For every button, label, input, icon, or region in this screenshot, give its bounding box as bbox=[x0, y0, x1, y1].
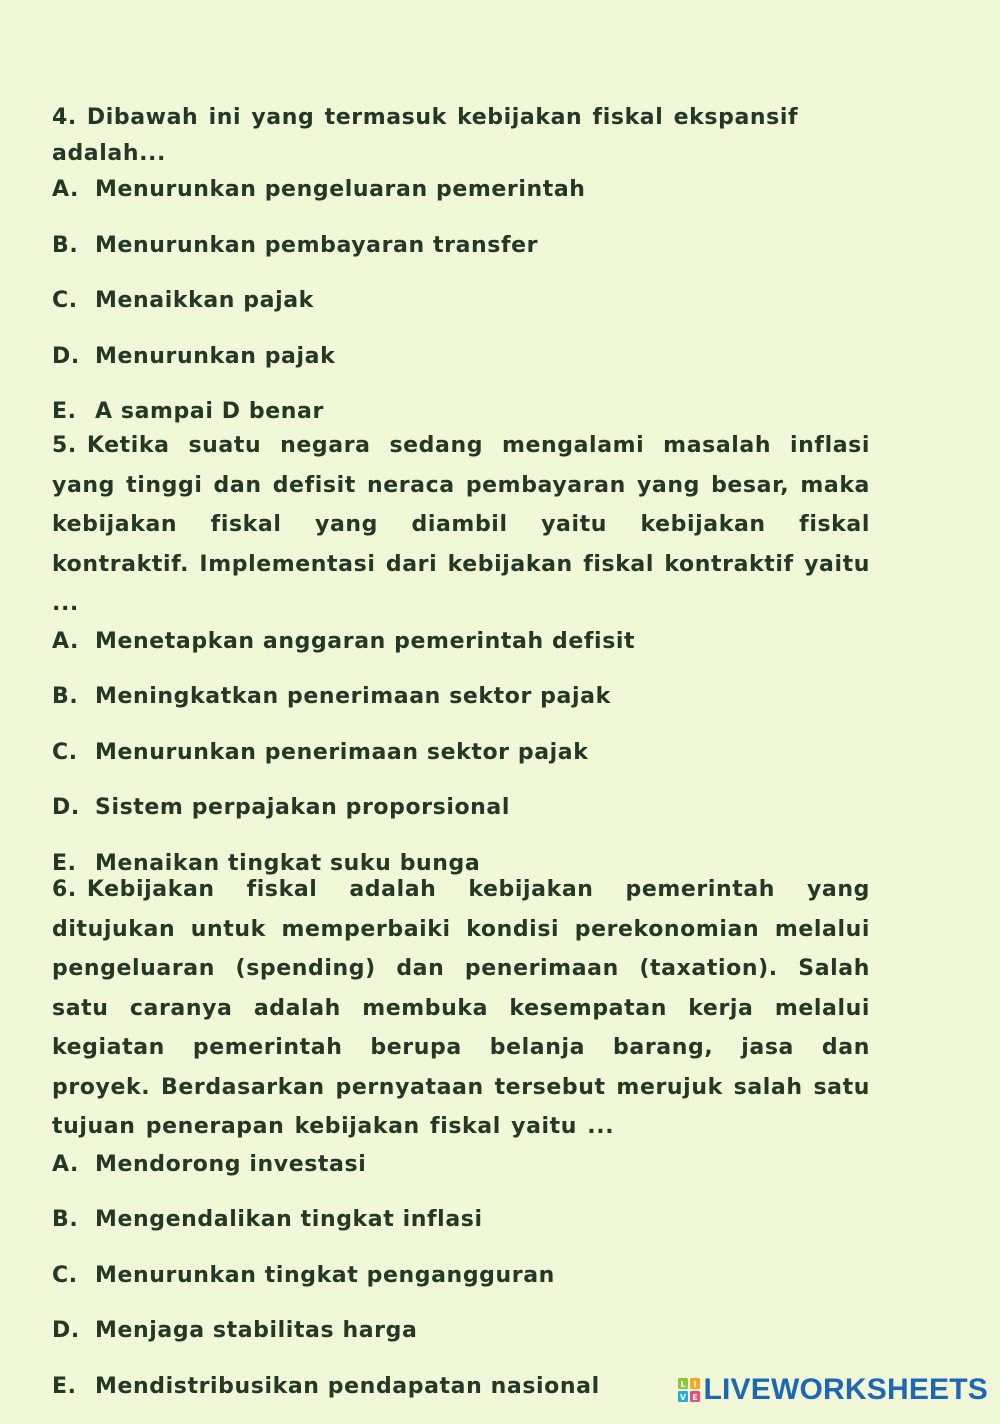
option-text: Mendistribusikan pendapatan nasional bbox=[95, 1369, 870, 1405]
option-letter: E. bbox=[52, 394, 95, 430]
answer-option-c[interactable] bbox=[52, 1258, 870, 1314]
answer-option-a[interactable] bbox=[52, 624, 870, 680]
question-stem bbox=[52, 870, 870, 1147]
answer-option-d[interactable] bbox=[52, 1313, 870, 1369]
question-number: 5. bbox=[52, 426, 77, 466]
answer-option-b[interactable] bbox=[52, 1202, 870, 1258]
option-letter: B. bbox=[52, 679, 95, 715]
option-letter: D. bbox=[52, 790, 95, 826]
answer-option-b[interactable] bbox=[52, 228, 870, 284]
question-stem bbox=[52, 100, 870, 172]
question-4 bbox=[52, 100, 870, 450]
answer-option-c[interactable] bbox=[52, 283, 870, 339]
option-letter: A. bbox=[52, 1147, 95, 1183]
option-text: Menurunkan pengeluaran pemerintah bbox=[95, 172, 870, 208]
option-letter: C. bbox=[52, 283, 95, 319]
answer-options bbox=[52, 624, 870, 902]
option-letter: E. bbox=[52, 1369, 95, 1405]
option-text: Menurunkan pembayaran transfer bbox=[95, 228, 870, 264]
option-text: Menetapkan anggaran pemerintah defisit bbox=[95, 624, 870, 660]
option-text: Mendorong investasi bbox=[95, 1147, 870, 1183]
question-6 bbox=[52, 870, 870, 1424]
answer-option-a[interactable] bbox=[52, 1147, 870, 1203]
option-text: Meningkatkan penerimaan sektor pajak bbox=[95, 679, 870, 715]
option-letter: C. bbox=[52, 735, 95, 771]
option-letter: D. bbox=[52, 1313, 95, 1349]
answer-option-d[interactable] bbox=[52, 339, 870, 395]
svg-text:L: L bbox=[680, 1380, 685, 1389]
svg-text:I: I bbox=[693, 1380, 696, 1389]
option-text: A sampai D benar bbox=[95, 394, 870, 430]
option-text: Menurunkan pajak bbox=[95, 339, 870, 375]
answer-option-c[interactable] bbox=[52, 735, 870, 791]
liveworksheets-logo-icon bbox=[678, 1378, 700, 1402]
question-5 bbox=[52, 426, 870, 901]
answer-option-a[interactable] bbox=[52, 172, 870, 228]
option-letter: E. bbox=[52, 846, 95, 882]
option-text: Menurunkan tingkat pengangguran bbox=[95, 1258, 870, 1294]
answer-options bbox=[52, 172, 870, 450]
option-text: Mengendalikan tingkat inflasi bbox=[95, 1202, 870, 1238]
option-text: Sistem perpajakan proporsional bbox=[95, 790, 870, 826]
question-number: 6. bbox=[52, 870, 77, 910]
option-text: Menaikkan pajak bbox=[95, 283, 870, 319]
question-text: Kebijakan fiskal adalah kebijakan pemerintah yang ditujukan untuk memperbaiki kondisi perekonomian melalui pengeluaran (spending) dan penerimaan (taxation). Salah satu caranya adalah membuka kesempatan kerja melalui kegiatan pemerintah berupa belanja barang, jasa dan proyek. Berdasarkan pernyataan tersebut merujuk salah satu tujuan penerapan kebijakan fiskal yaitu ... bbox=[52, 877, 870, 1139]
question-number: 4. bbox=[52, 100, 77, 136]
question-stem bbox=[52, 426, 870, 624]
option-text: Menurunkan penerimaan sektor pajak bbox=[95, 735, 870, 771]
option-letter: B. bbox=[52, 228, 95, 264]
option-letter: C. bbox=[52, 1258, 95, 1294]
liveworksheets-brand[interactable] bbox=[678, 1373, 989, 1407]
question-text: Ketika suatu negara sedang mengalami masalah inflasi yang tinggi dan defisit neraca pembayaran yang besar, maka kebijakan fiskal yang diambil yaitu kebijakan fiskal kontraktif. Implementasi dari kebijakan fiskal kontraktif yaitu ... bbox=[52, 433, 870, 616]
answer-option-b[interactable] bbox=[52, 679, 870, 735]
option-letter: A. bbox=[52, 624, 95, 660]
option-text: Menjaga stabilitas harga bbox=[95, 1313, 870, 1349]
svg-text:E: E bbox=[692, 1393, 697, 1402]
option-letter: D. bbox=[52, 339, 95, 375]
svg-text:V: V bbox=[679, 1393, 686, 1402]
option-letter: B. bbox=[52, 1202, 95, 1238]
option-text: Menaikan tingkat suku bunga bbox=[95, 846, 870, 882]
answer-option-d[interactable] bbox=[52, 790, 870, 846]
question-text: Dibawah ini yang termasuk kebijakan fiskal ekspansif adalah... bbox=[52, 105, 798, 166]
option-letter: A. bbox=[52, 172, 95, 208]
liveworksheets-wordmark: LIVEWORKSHEETS bbox=[704, 1373, 989, 1407]
